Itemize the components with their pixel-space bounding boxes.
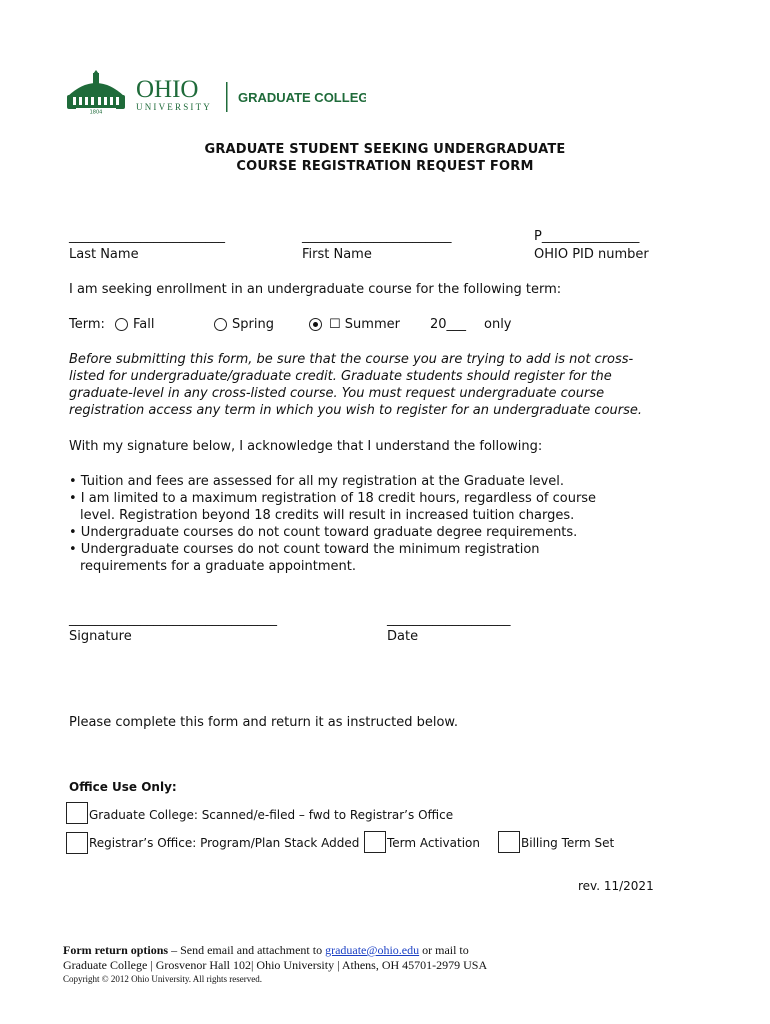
list-item: • Undergraduate courses do not count toward graduate degree requirements.: [69, 525, 578, 540]
notice-line: listed for undergraduate/graduate credit. Graduate students should register for the: [69, 369, 612, 384]
cutler-hall-seal-icon: [66, 70, 366, 115]
notice-line: Before submitting this form, be sure that the course you are trying to add is not cross-: [69, 352, 634, 367]
first-name-label: First Name: [302, 247, 372, 262]
form-return-options: [63, 943, 469, 958]
term-only-label: only: [484, 317, 512, 332]
revision-date: rev. 11/2021: [578, 879, 654, 893]
ohio-pid-field[interactable]: P_______________: [534, 229, 640, 244]
list-item-continued: level. Registration beyond 18 credits will result in increased tuition charges.: [80, 508, 575, 523]
graduate-college-checkbox[interactable]: [66, 802, 88, 824]
graduate-college-label: Graduate College: Scanned/e-filed – fwd to Registrar’s Office: [89, 808, 454, 822]
return-options-text: – Send email and attachment to: [168, 943, 326, 957]
graduate-email-link[interactable]: graduate@ohio.edu: [325, 943, 420, 957]
return-instruction: Please complete this form and return it as instructed below.: [69, 715, 458, 730]
copyright-notice: Copyright © 2012 Ohio University. All rights reserved.: [63, 974, 262, 984]
last-name-field[interactable]: ________________________: [69, 229, 225, 244]
ohio-pid-label: OHIO PID number: [534, 247, 649, 262]
form-title-line1: GRADUATE STUDENT SEEKING UNDERGRADUATE: [204, 142, 566, 157]
last-name-label: Last Name: [69, 247, 139, 262]
date-field[interactable]: ___________________: [387, 612, 511, 627]
registrar-office-checkbox[interactable]: [66, 832, 88, 854]
term-activation-label: Term Activation: [387, 836, 480, 850]
term-year-field[interactable]: 20___: [430, 317, 467, 332]
list-item: • Undergraduate courses do not count toward the minimum registration: [69, 542, 540, 557]
first-name-field[interactable]: _______________________: [302, 229, 452, 244]
registrar-office-label: Registrar’s Office: Program/Plan Stack Added: [89, 836, 360, 850]
signature-field[interactable]: ________________________________: [69, 612, 277, 627]
logo-graduate-college: GRADUATE COLLEGE: [238, 90, 366, 105]
signature-label: Signature: [69, 629, 132, 644]
term-label: Term:: [69, 317, 105, 332]
term-fall-label: Fall: [133, 317, 155, 332]
form-title: [0, 141, 770, 175]
enrollment-statement: I am seeking enrollment in an undergraduate course for the following term:: [69, 282, 562, 297]
acknowledge-list: [69, 473, 596, 575]
form-title-line2: COURSE REGISTRATION REQUEST FORM: [236, 159, 534, 174]
term-spring-radio[interactable]: [214, 318, 227, 331]
notice-line: graduate-level in any cross-listed course. You must request undergraduate course: [69, 386, 605, 401]
seal-year: 1804: [89, 109, 103, 115]
cross-listed-notice: [69, 351, 642, 419]
list-item: • Tuition and fees are assessed for all my registration at the Graduate level.: [69, 474, 565, 489]
return-options-text2: or mail to: [419, 943, 469, 957]
billing-term-label: Billing Term Set: [521, 836, 615, 850]
logo-university-word: UNIVERSITY: [136, 102, 212, 112]
logo-ohio-word: OHIO: [136, 76, 199, 103]
billing-term-checkbox[interactable]: [498, 831, 520, 853]
office-use-heading: Office Use Only:: [69, 780, 177, 794]
list-item: • I am limited to a maximum registration of 18 credit hours, regardless of course: [69, 491, 597, 506]
notice-line: registration access any term in which you wish to register for an undergraduate course.: [69, 403, 643, 418]
return-options-label: Form return options: [63, 943, 169, 957]
term-summer-radio[interactable]: [309, 318, 322, 331]
acknowledge-intro: With my signature below, I acknowledge that I understand the following:: [69, 439, 543, 454]
term-activation-checkbox[interactable]: [364, 831, 386, 853]
ohio-university-logo: [66, 70, 366, 115]
term-summer-label: ☐ Summer: [329, 317, 400, 332]
term-spring-label: Spring: [232, 317, 274, 332]
date-label: Date: [387, 629, 419, 644]
term-fall-radio[interactable]: [115, 318, 128, 331]
list-item-continued: requirements for a graduate appointment.: [80, 559, 356, 574]
mailing-address: Graduate College | Grosvenor Hall 102| Ohio University | Athens, OH 45701-2979 USA: [63, 958, 488, 972]
